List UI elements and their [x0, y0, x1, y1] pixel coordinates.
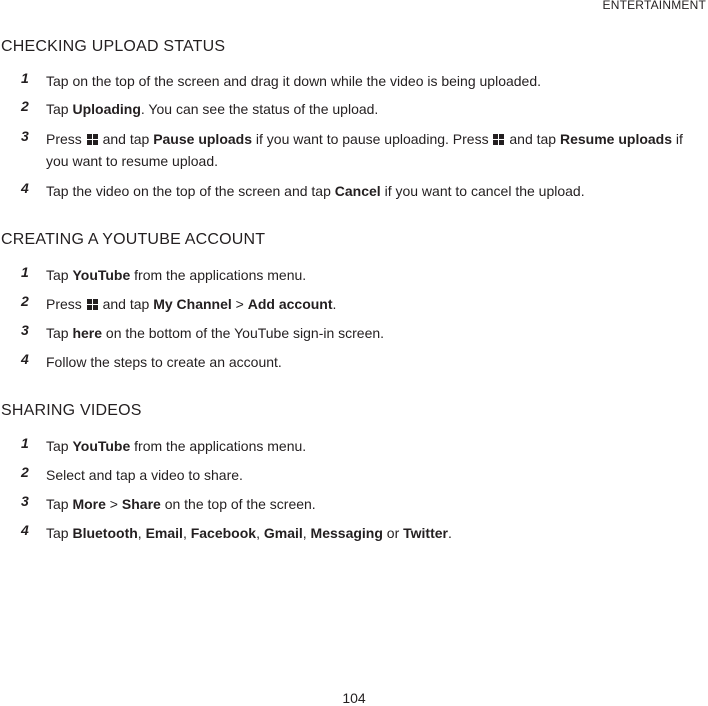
step-number: 1 — [21, 435, 29, 451]
step-text: Press and tap My Channel > Add account. — [46, 296, 337, 312]
step-text: Tap Uploading. You can see the status of the upload. — [46, 101, 379, 117]
step-number: 2 — [21, 98, 29, 114]
page-number: 104 — [342, 690, 366, 706]
step-number: 3 — [21, 322, 29, 338]
step-number: 3 — [21, 128, 29, 144]
step-text: Follow the steps to create an account. — [46, 354, 282, 370]
step-number: 4 — [21, 351, 29, 367]
step-number: 1 — [21, 264, 29, 280]
step-number: 4 — [21, 522, 29, 538]
step-text: Tap Bluetooth, Email, Facebook, Gmail, Messaging or Twitter. — [46, 525, 452, 541]
menu-key-icon — [493, 134, 504, 145]
step-number: 2 — [21, 293, 29, 309]
step-number: 1 — [21, 70, 29, 86]
step-text: Tap YouTube from the applications menu. — [46, 438, 307, 454]
section-title-sharing-videos: SHARING VIDEOS — [1, 402, 142, 419]
step-text: Tap YouTube from the applications menu. — [46, 267, 307, 283]
section-title-checking-upload-status: CHECKING UPLOAD STATUS — [1, 38, 226, 55]
step-number: 3 — [21, 493, 29, 509]
step-number: 2 — [21, 464, 29, 480]
step-text: Tap the video on the top of the screen and tap Cancel if you want to cancel the upload. — [46, 183, 585, 199]
menu-key-icon — [87, 299, 98, 310]
step-text: Press and tap Pause uploads if you want to pause uploading. Press and tap Resume uploads if you want to resume upload. — [46, 131, 683, 169]
step-text: Select and tap a video to share. — [46, 467, 243, 483]
step-number: 4 — [21, 180, 29, 196]
chapter-header: ENTERTAINMENT — [602, 0, 706, 12]
step-text: Tap More > Share on the top of the screen. — [46, 496, 316, 512]
menu-key-icon — [87, 134, 98, 145]
step-text: Tap here on the bottom of the YouTube sign-in screen. — [46, 325, 385, 341]
step-text: Tap on the top of the screen and drag it down while the video is being uploaded. — [46, 73, 542, 89]
section-title-creating-youtube-account: CREATING A YOUTUBE ACCOUNT — [1, 231, 266, 248]
